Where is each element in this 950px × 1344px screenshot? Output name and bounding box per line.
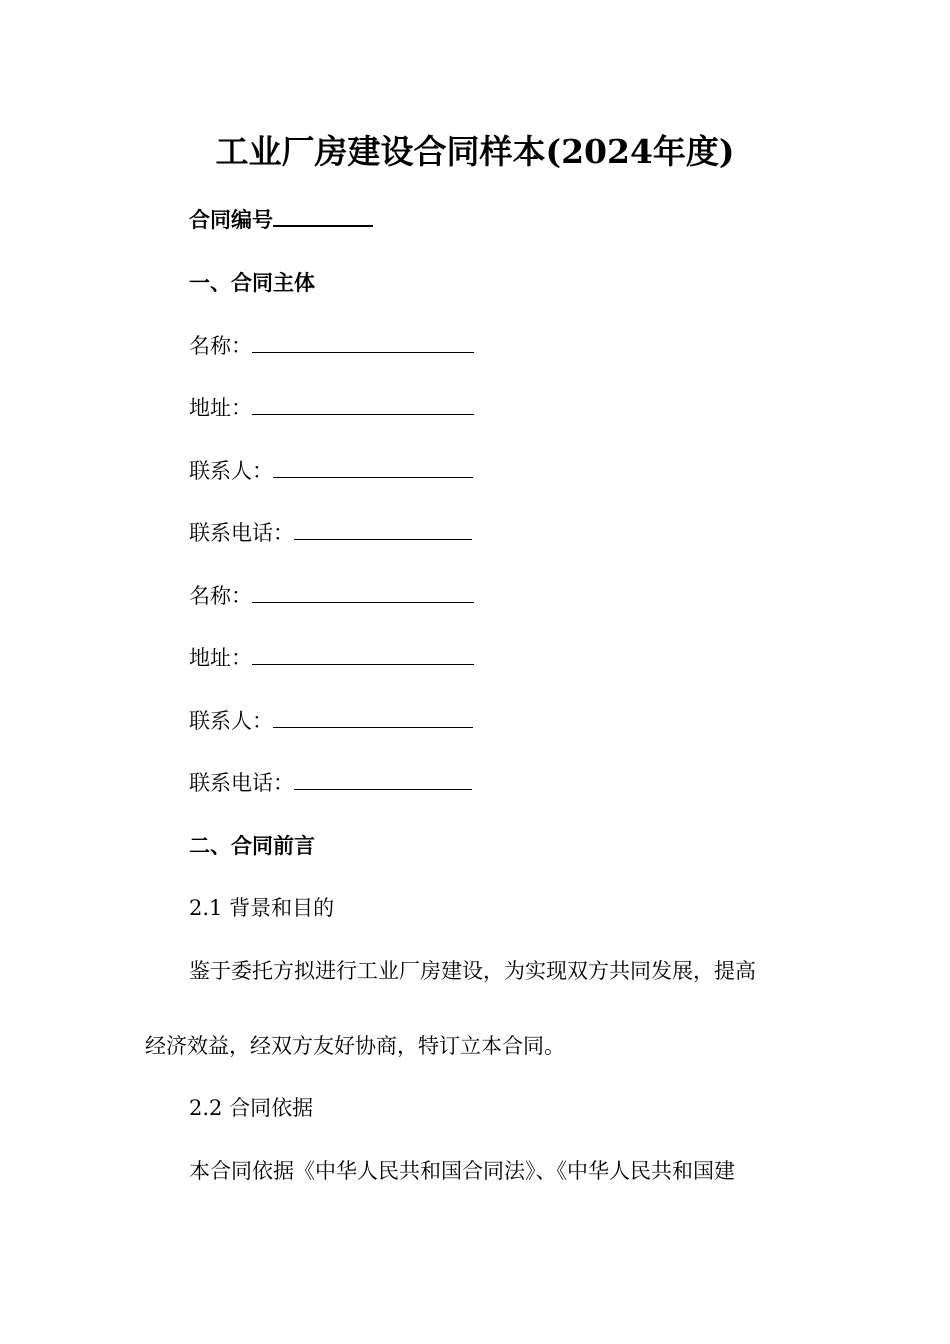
party-b-contact-blank — [273, 709, 473, 728]
party-a-name-blank — [252, 334, 474, 353]
party-a-address-blank — [252, 396, 474, 415]
party-b-phone-row — [189, 768, 472, 798]
party-a-phone-label: 联系电话： — [189, 521, 294, 545]
party-a-phone-row — [189, 518, 472, 548]
subsection-2-2-heading: 2.2 合同依据 — [189, 1096, 314, 1120]
party-b-name-label: 名称： — [189, 584, 252, 608]
section-1-heading: 一、合同主体 — [189, 270, 315, 295]
paragraph-2-1-line-1: 鉴于委托方拟进行工业厂房建设，为实现双方共同发展，提高 — [189, 959, 756, 983]
party-a-contact-label: 联系人： — [189, 459, 273, 483]
party-b-address-label: 地址： — [189, 646, 252, 670]
paragraph-2-2-line-1: 本合同依据《中华人民共和国合同法》、《中华人民共和国建 — [189, 1159, 735, 1183]
party-a-address-label: 地址： — [189, 396, 252, 420]
party-b-name-row — [189, 581, 474, 611]
contract-number-row — [189, 205, 373, 235]
party-b-contact-label: 联系人： — [189, 709, 273, 733]
section-2-heading: 二、合同前言 — [189, 833, 315, 858]
party-b-phone-label: 联系电话： — [189, 771, 294, 795]
party-a-name-row — [189, 331, 474, 361]
party-a-contact-row — [189, 456, 473, 486]
party-a-address-row — [189, 393, 474, 423]
party-b-contact-row — [189, 706, 473, 736]
paragraph-2-1-line-2: 经济效益，经双方友好协商，特订立本合同。 — [145, 1034, 565, 1058]
document-title: 工业厂房建设合同样本(2024年度) — [215, 132, 735, 171]
party-a-phone-blank — [294, 521, 472, 540]
party-a-contact-blank — [273, 459, 473, 478]
party-b-phone-blank — [294, 771, 472, 790]
subsection-2-1-heading: 2.1 背景和目的 — [189, 896, 335, 920]
party-b-address-row — [189, 643, 474, 673]
contract-number-label: 合同编号 — [189, 207, 273, 232]
party-a-name-label: 名称： — [189, 334, 252, 358]
party-b-address-blank — [252, 646, 474, 665]
party-b-name-blank — [252, 584, 474, 603]
contract-number-blank — [273, 207, 373, 227]
